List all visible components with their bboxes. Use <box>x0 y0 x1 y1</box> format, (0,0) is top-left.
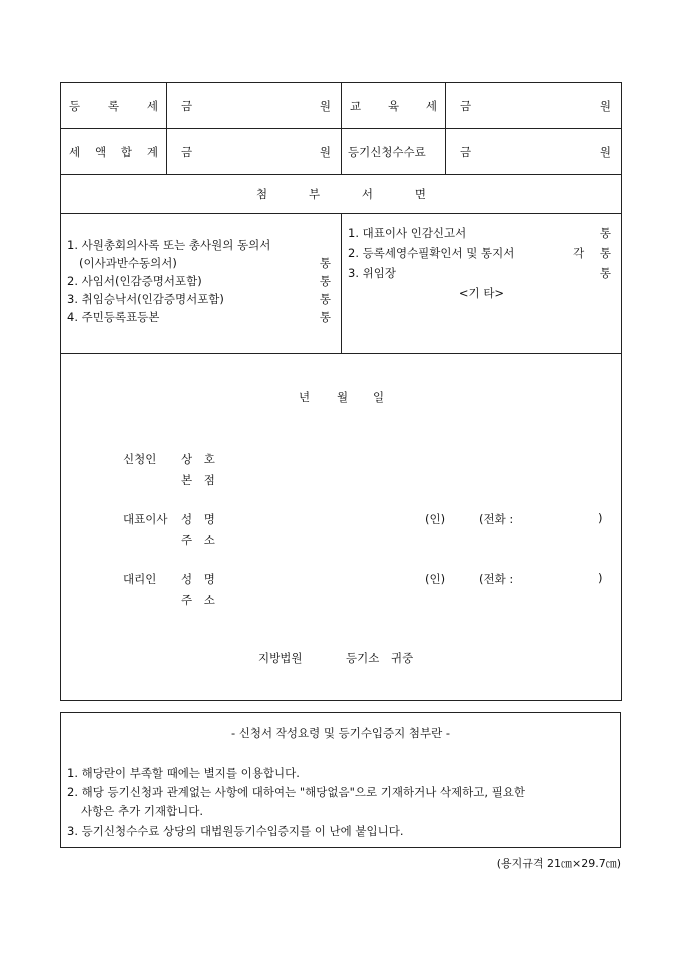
agent-address-label: 주 소 <box>181 593 215 607</box>
education-tax-char: 교 <box>350 98 362 113</box>
attachment-item-text: 3. 위임장 <box>348 266 396 280</box>
attachment-item <box>348 244 611 262</box>
date-day-label: 일 <box>373 390 385 404</box>
agent-phone-close: ) <box>598 571 603 585</box>
trade-name-label: 상 호 <box>181 452 215 466</box>
attachment-item <box>348 264 611 282</box>
guide-item: 3. 등기신청수수료 상당의 대법원등기수입증지를 이 난에 붙입니다. <box>67 824 404 838</box>
tax-total-char: 계 <box>146 144 158 159</box>
tax-total-char: 합 <box>120 144 133 159</box>
guide-box <box>60 712 621 848</box>
guide-item: 1. 해당란이 부족할 때에는 별지를 이용합니다. <box>67 766 300 780</box>
tax-total-amount-field[interactable] <box>167 129 342 175</box>
signature-area <box>61 354 622 701</box>
education-tax-amount-field[interactable] <box>446 83 622 129</box>
attachment-item-text: 1. 사원총회의사록 또는 총사원의 동의서 <box>67 238 271 252</box>
attachments-left-list <box>61 214 342 354</box>
attachment-item-unit: 통 <box>599 226 611 240</box>
tax-total-char: 액 <box>94 144 107 159</box>
paper-size-note: (용지규격 21㎝×29.7㎝) <box>496 857 621 870</box>
education-tax-char: 육 <box>387 98 400 113</box>
registry-fee-label-cell <box>342 129 446 175</box>
registration-tax-label-cell <box>61 83 167 129</box>
attachments-title-cell <box>61 175 622 214</box>
rep-name-label: 성 명 <box>181 512 215 526</box>
application-form-table <box>60 82 622 701</box>
registry-office-label: 등기소 귀중 <box>346 651 414 665</box>
tax-total-char: 세 <box>69 144 81 159</box>
guide-title: - 신청서 작성요령 및 등기수입증지 첨부란 - <box>230 726 451 740</box>
head-office-label: 본 점 <box>181 473 215 487</box>
attachment-item <box>67 236 331 254</box>
rep-seal-mark[interactable]: (인) <box>425 512 446 526</box>
applicant-label: 신청인 <box>123 452 157 466</box>
registration-tax-char: 세 <box>146 98 158 113</box>
attachment-item-text: (이사과반수동의서) <box>79 256 177 270</box>
attachment-item-unit: 각 통 <box>573 246 611 260</box>
amount-prefix: 금 <box>460 144 472 159</box>
attachment-item-text: 1. 대표이사 인감신고서 <box>348 226 467 240</box>
amount-unit: 원 <box>319 98 331 113</box>
amount-prefix: 금 <box>181 144 193 159</box>
attachment-item <box>67 290 331 308</box>
attachment-item <box>67 308 331 326</box>
registry-fee-amount-field[interactable] <box>446 129 622 175</box>
amount-unit: 원 <box>599 98 611 113</box>
agent-label: 대리인 <box>123 572 157 586</box>
registry-fee-label: 등기신청수수료 <box>348 144 426 159</box>
attachment-item-text: 4. 주민등록표등본 <box>67 310 160 324</box>
tax-total-label-cell <box>61 129 167 175</box>
attachment-item <box>348 224 611 242</box>
attachment-item-text: 3. 취임승낙서(인감증명서포함) <box>67 292 224 306</box>
attachment-item-text: 2. 등록세영수필확인서 및 통지서 <box>348 246 515 260</box>
attachments-title-char: 서 <box>361 187 374 201</box>
registration-tax-char: 록 <box>107 98 120 113</box>
attachment-item-unit: 통 <box>319 292 331 306</box>
agent-seal-mark[interactable]: (인) <box>425 572 446 586</box>
attachment-item-text: 2. 사임서(인감증명서포함) <box>67 274 202 288</box>
rep-phone-close: ) <box>598 511 603 525</box>
amount-prefix: 금 <box>460 98 472 113</box>
amount-unit: 원 <box>599 144 611 159</box>
date-year-label: 년 <box>299 390 311 404</box>
attachments-right-list <box>342 214 622 354</box>
amount-unit: 원 <box>319 144 331 159</box>
registration-tax-char: 등 <box>69 98 81 113</box>
attachment-item-unit: 통 <box>599 266 611 280</box>
attachment-item-unit: 통 <box>319 310 331 324</box>
agent-phone-label: (전화 : <box>479 572 514 586</box>
attachment-item <box>67 272 331 290</box>
district-court-label: 지방법원 <box>258 651 303 665</box>
amount-prefix: 금 <box>181 98 193 113</box>
attachment-item-unit: 통 <box>319 256 331 270</box>
registration-tax-amount-field[interactable] <box>167 83 342 129</box>
representative-label: 대표이사 <box>123 512 168 526</box>
guide-item: 2. 해당 등기신청과 관계없는 사항에 대하여는 "해당없음"으로 기재하거나 삭제하고, 필요한 <box>67 785 526 799</box>
education-tax-label-cell <box>342 83 446 129</box>
attachment-item <box>79 254 331 272</box>
rep-phone-label: (전화 : <box>479 512 514 526</box>
attachments-title-char: 첨 <box>256 187 268 201</box>
rep-address-label: 주 소 <box>181 533 215 547</box>
attachments-title-char: 부 <box>308 187 321 201</box>
attachment-item-unit: 통 <box>319 274 331 288</box>
attachments-title-char: 면 <box>414 187 426 201</box>
education-tax-char: 세 <box>425 98 437 113</box>
date-month-label: 월 <box>337 390 349 404</box>
agent-name-label: 성 명 <box>181 572 215 586</box>
attachment-other-label: <기 타> <box>458 286 505 300</box>
guide-item: 사항은 추가 기재합니다. <box>81 804 204 818</box>
attachment-other <box>342 284 621 302</box>
